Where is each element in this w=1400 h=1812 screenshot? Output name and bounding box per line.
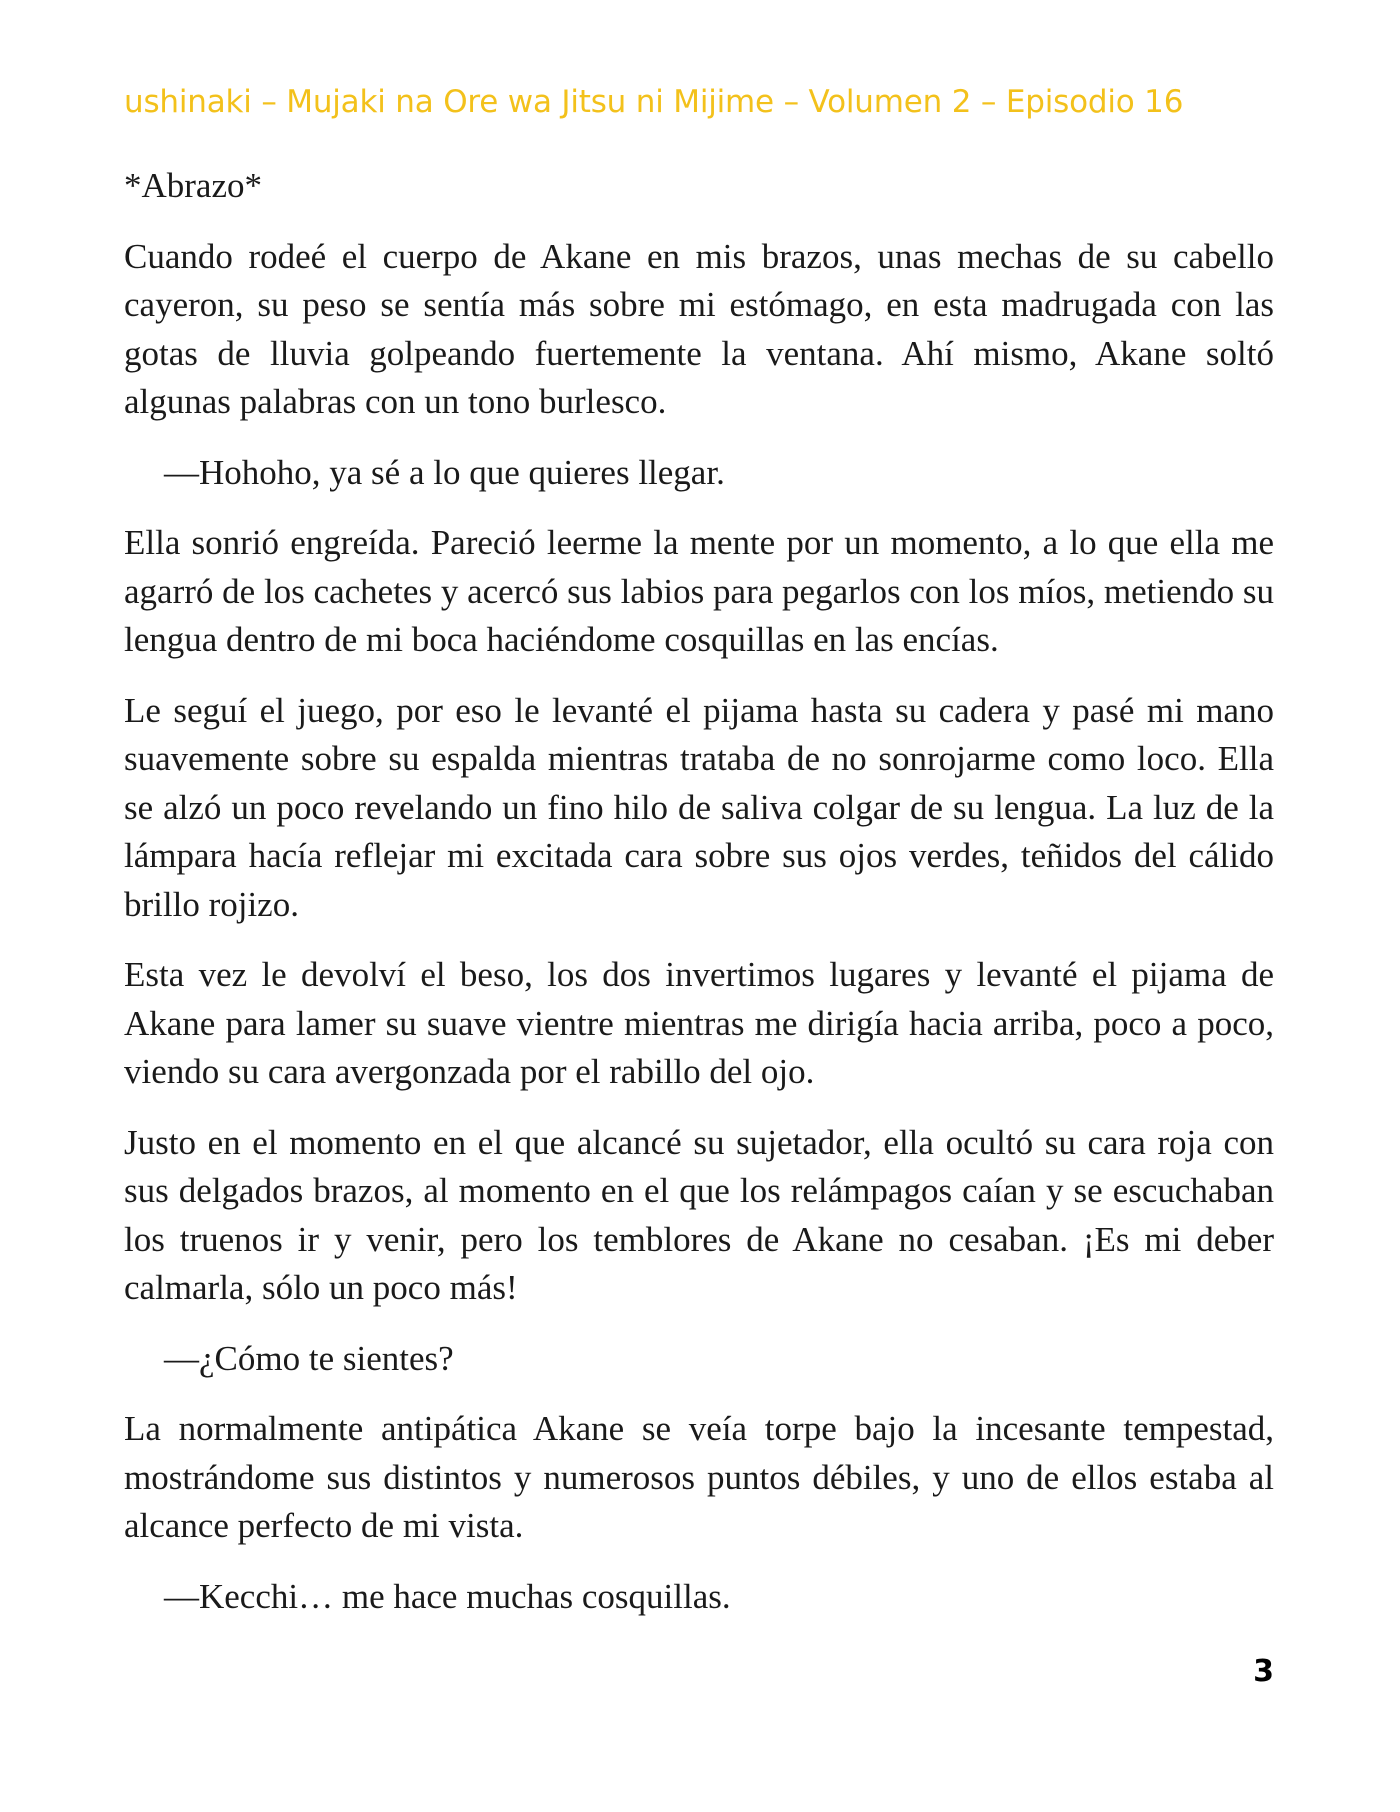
paragraph-7: La normalmente antipática Akane se veía torpe bajo la incesante tempestad, mostrándome sus distintos y numerosos puntos débiles, y uno de ellos estaba al alcance perfecto de mi vista.: [124, 1409, 1274, 1545]
paragraph-3: Ella sonrió engreída. Pareció leerme la mente por un momento, a lo que ella me agarró de los cachetes y acercó sus labios para pegarlos con los míos, metiendo su lengua dentro de mi boca haciéndome cosquillas en las encías.: [124, 523, 1274, 659]
dialogue-line-3: —Kecchi… me hace muchas cosquillas.: [164, 1576, 731, 1616]
document-body: [124, 162, 1274, 1643]
page-number: 3: [1253, 1654, 1274, 1689]
paragraph-5: Esta vez le devolví el beso, los dos invertimos lugares y levanté el pijama de Akane para lamer su suave vientre mientras me dirigía hacia arriba, poco a poco, viendo su cara avergonzada por el rabillo del ojo.: [124, 955, 1274, 1091]
running-header: ushinaki – Mujaki na Ore wa Jitsu ni Mijime – Volumen 2 – Episodio 16: [124, 84, 1184, 120]
paragraph-2: Cuando rodeé el cuerpo de Akane en mis brazos, unas mechas de su cabello cayeron, su peso se sentía más sobre mi estómago, en esta madrugada con las gotas de lluvia golpeando fuertemente la ventana. Ahí mismo, Akane soltó algunas palabras con un tono burlesco.: [124, 236, 1274, 421]
paragraph-6: Justo en el momento en el que alcancé su sujetador, ella ocultó su cara roja con sus delgados brazos, al momento en el que los relámpagos caían y se escuchaban los truenos ir y venir, pero los temblores de Akane no cesaban. ¡Es mi deber calmarla, sólo un poco más!: [124, 1122, 1274, 1307]
paragraph-1: *Abrazo*: [124, 166, 263, 205]
dialogue-line-1: —Hohoho, ya sé a lo que quieres llegar.: [164, 452, 725, 492]
dialogue-line-2: —¿Cómo te sientes?: [164, 1338, 454, 1378]
paragraph-4: Le seguí el juego, por eso le levanté el pijama hasta su cadera y pasé mi mano suavemente sobre su espalda mientras trataba de no sonrojarme como loco. Ella se alzó un poco revelando un fino hilo de saliva colgar de su lengua. La luz de la lámpara hacía reflejar mi excitada cara sobre sus ojos verdes, teñidos del cálido brillo rojizo.: [124, 690, 1274, 924]
